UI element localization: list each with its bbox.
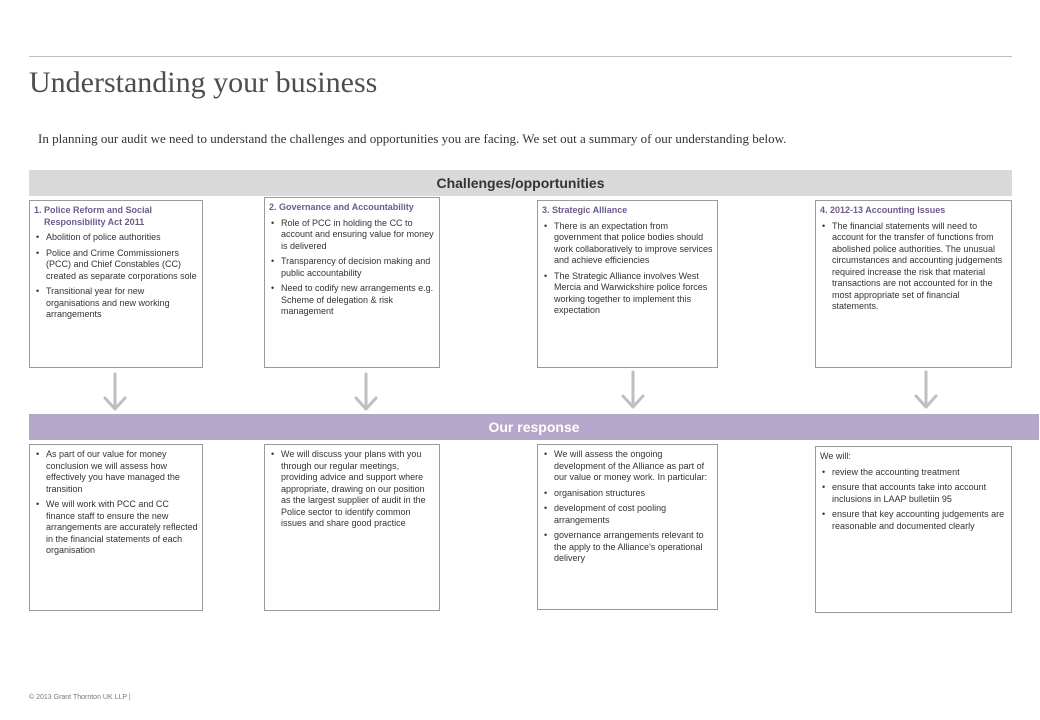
response-box-2	[264, 444, 440, 611]
challenge-box-1	[29, 200, 203, 368]
list-item: • We will assess the ongoing development of the Alliance as part of our value or money work. In particular:	[542, 449, 713, 484]
list-item: • Abolition of police authorities	[34, 232, 198, 244]
challenge-bullets	[542, 221, 713, 317]
list-item: • We will discuss your plans with you through our regular meetings, providing advice and support where appropriate, drawing on our position as the largest supplier of audit in the Police sector to identify common issues and share good practice	[269, 449, 435, 530]
list-item: • There is an expectation from government that police bodies should work collaboratively to improve services and achieve efficiencies	[542, 221, 713, 267]
challenge-bullets	[34, 232, 198, 321]
down-arrow-icon	[102, 372, 128, 412]
challenge-bullets	[269, 218, 435, 318]
list-item: • The Strategic Alliance involves West Mercia and Warwickshire police forces working together to implement this expectation	[542, 271, 713, 317]
page-title: Understanding your business	[29, 66, 378, 99]
list-item: • Transitional year for new organisations and new working arrangements	[34, 286, 198, 321]
challenge-bullets	[820, 221, 1007, 313]
list-item: • organisation structures	[542, 488, 713, 500]
challenge-heading: 1. Police Reform and Social Responsibility Act 2011	[34, 205, 153, 227]
response-bullets	[820, 467, 1007, 533]
challenge-box-2	[264, 197, 440, 368]
list-item: • Police and Crime Commissioners (PCC) and Chief Constables (CC) created as separate corporations sole	[34, 248, 198, 283]
down-arrow-icon	[913, 370, 939, 410]
challenges-band: Challenges/opportunities	[29, 170, 1012, 196]
response-bullets	[542, 449, 713, 565]
list-item: • Transparency of decision making and public accountability	[269, 256, 435, 279]
response-box-1	[29, 444, 203, 611]
down-arrow-icon	[353, 372, 379, 412]
list-item: • As part of our value for money conclusion we will assess how effectively you have managed the transition	[34, 449, 198, 495]
copyright-footer: © 2013 Grant Thornton UK LLP |	[29, 694, 131, 701]
top-rule	[29, 56, 1012, 57]
list-item: • ensure that accounts take into account inclusions in LAAP bulletiin 95	[820, 482, 1007, 505]
list-item: • We will work with PCC and CC finance staff to ensure the new arrangements are accurately reflected in the financial statements of each organisation	[34, 499, 198, 557]
list-item: • The financial statements will need to account for the transfer of functions from abolished police authorities. The unusual circumstances and accounting judgements required increase the risk that material transactions are not accounted for in the most appropriate set of financial statements.	[820, 221, 1007, 313]
list-item: • Need to codify new arrangements e.g. Scheme of delegation & risk management	[269, 283, 435, 318]
response-bullets	[34, 449, 198, 557]
challenge-box-4	[815, 200, 1012, 368]
response-bullets	[269, 449, 435, 530]
response-intro: We will:	[820, 451, 851, 461]
down-arrow-icon	[620, 370, 646, 410]
list-item: • ensure that key accounting judgements are reasonable and documented clearly	[820, 509, 1007, 532]
challenge-box-3	[537, 200, 718, 368]
list-item: • development of cost pooling arrangements	[542, 503, 713, 526]
intro-text: In planning our audit we need to understand the challenges and opportunities you are facing. We set out a summary of our understanding below.	[38, 131, 787, 146]
challenge-heading: 2. Governance and Accountability	[269, 202, 414, 212]
response-box-4	[815, 446, 1012, 613]
response-band: Our response	[29, 414, 1039, 440]
list-item: • governance arrangements relevant to the apply to the Alliance's operational delivery	[542, 530, 713, 565]
list-item: • review the accounting treatment	[820, 467, 1007, 479]
challenge-heading: 4. 2012-13 Accounting Issues	[820, 205, 946, 215]
challenge-heading: 3. Strategic Alliance	[542, 205, 628, 215]
response-box-3	[537, 444, 718, 610]
list-item: • Role of PCC in holding the CC to account and ensuring value for money is delivered	[269, 218, 435, 253]
